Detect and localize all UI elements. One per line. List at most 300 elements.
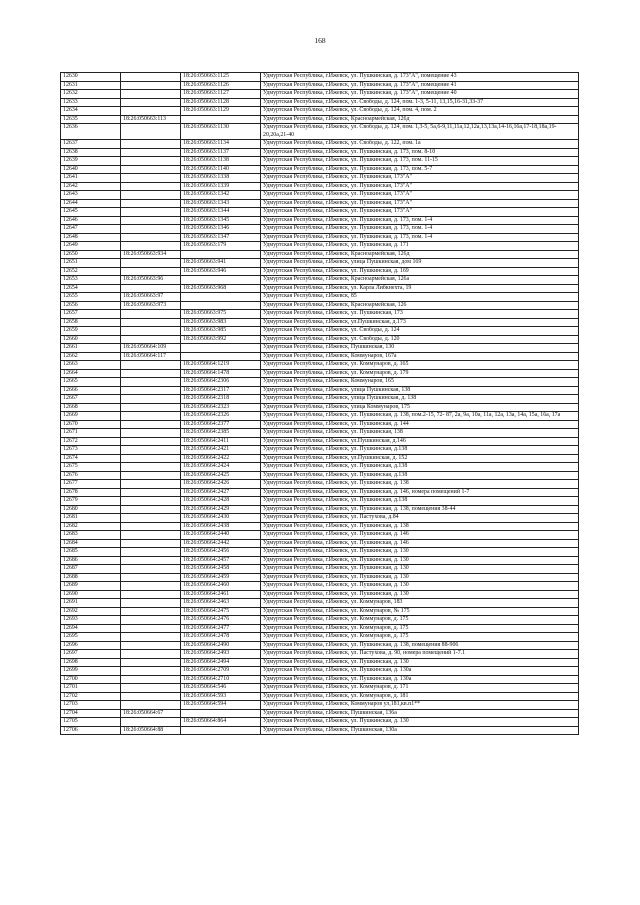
land-plot-number-cell <box>121 327 181 336</box>
address-cell: Удмуртская Республика, г.Ижевск, ул. Пушкинская, д.138 <box>261 446 579 455</box>
table-row <box>61 148 579 157</box>
row-number-cell: 12647 <box>61 225 121 234</box>
address-cell: Удмуртская Республика, г.Ижевск, ул. Пушкинская, д. 138 <box>261 522 579 531</box>
table-row <box>61 344 579 353</box>
object-number-cell: 18:26:050663:1125 <box>181 73 261 82</box>
table-row <box>61 318 579 327</box>
table-row <box>61 531 579 540</box>
address-cell: Удмуртская Республика, г.Ижевск, ул. Коммунаров, д. 175 <box>261 624 579 633</box>
row-number-cell: 12672 <box>61 437 121 446</box>
address-cell: Удмуртская Республика, г.Ижевск, улица Пушкинская, дом 169 <box>261 259 579 268</box>
address-cell: Удмуртская Республика, г.Ижевск, ул. Свободы, д. 122, пом. 1а <box>261 140 579 149</box>
object-number-cell <box>181 293 261 302</box>
row-number-cell: 12681 <box>61 514 121 523</box>
row-number-cell: 12698 <box>61 658 121 667</box>
land-plot-number-cell <box>121 395 181 404</box>
table-row <box>61 335 579 344</box>
land-plot-number-cell: 18:26:050664:67 <box>121 709 181 718</box>
row-number-cell: 12676 <box>61 471 121 480</box>
land-plot-number-cell <box>121 208 181 217</box>
land-plot-number-cell <box>121 565 181 574</box>
address-cell: Удмуртская Республика, г.Ижевск, ул. Пушкинская, д. 173"А", помещение 43 <box>261 73 579 82</box>
row-number-cell: 12700 <box>61 675 121 684</box>
address-cell: Удмуртская Республика, г.Ижевск, улица Пушкинская, д. 138 <box>261 395 579 404</box>
land-plot-number-cell <box>121 539 181 548</box>
land-plot-number-cell <box>121 573 181 582</box>
row-number-cell: 12649 <box>61 242 121 251</box>
row-number-cell: 12667 <box>61 395 121 404</box>
table-row <box>61 616 579 625</box>
land-plot-number-cell <box>121 124 181 140</box>
land-plot-number-cell <box>121 488 181 497</box>
object-number-cell: 18:26:050663:1134 <box>181 140 261 149</box>
address-cell: Удмуртская Республика, г.Ижевск, ул. Коммунаров, д. 179 <box>261 369 579 378</box>
address-cell: Удмуртская Республика, г.Ижевск, ул. Пушкинская, д. 138, помещения 88-906 <box>261 641 579 650</box>
table-row <box>61 633 579 642</box>
object-number-cell <box>181 709 261 718</box>
address-cell: Удмуртская Республика, г.Ижевск, ул. Пушкинская, 173"А" <box>261 182 579 191</box>
address-cell: Удмуртская Республика, г.Ижевск, ул. Пушкинская, д. 146 <box>261 539 579 548</box>
object-number-cell <box>181 344 261 353</box>
object-number-cell: 18:26:050664:2430 <box>181 514 261 523</box>
address-cell: Удмуртская Республика, г.Ижевск, ул. Пушкинская, д. 130 <box>261 582 579 591</box>
table-row <box>61 437 579 446</box>
table-row <box>61 352 579 361</box>
object-number-cell: 18:26:050664:2326 <box>181 412 261 421</box>
address-cell: Удмуртская Республика, г.Ижевск, ул. Пушкинская, д. 138, пом.2-15, 72- 87, 2а, 9а, 10а, 11а, 12а, 13а, 14а, 15а, 16а, 17а <box>261 412 579 421</box>
address-cell: Удмуртская Республика, г.Ижевск, ул. Пушкинская, д. 130 <box>261 590 579 599</box>
object-number-cell <box>181 250 261 259</box>
address-cell: Удмуртская Республика, г.Ижевск, ул. Пушкинская, д. 130 <box>261 556 579 565</box>
land-plot-number-cell <box>121 454 181 463</box>
table-row <box>61 701 579 710</box>
address-cell: Удмуртская Республика, г.Ижевск, ул.Пушкинская, д. 152 <box>261 454 579 463</box>
row-number-cell: 12659 <box>61 327 121 336</box>
table-row <box>61 497 579 506</box>
object-number-cell: 18:26:050664:2426 <box>181 480 261 489</box>
row-number-cell: 12631 <box>61 81 121 90</box>
object-number-cell: 18:26:050663:1343 <box>181 199 261 208</box>
table-row <box>61 548 579 557</box>
address-cell: Удмуртская Республика, г.Ижевск, ул. Пушкинская, д.138 <box>261 463 579 472</box>
row-number-cell: 12675 <box>61 463 121 472</box>
address-cell: Удмуртская Республика, г.Ижевск, Красноармейская, 126д <box>261 250 579 259</box>
land-plot-number-cell <box>121 174 181 183</box>
table-row <box>61 233 579 242</box>
row-number-cell: 12689 <box>61 582 121 591</box>
land-plot-number-cell <box>121 361 181 370</box>
land-plot-number-cell <box>121 556 181 565</box>
row-number-cell: 12679 <box>61 497 121 506</box>
object-number-cell: 18:26:050663:1140 <box>181 165 261 174</box>
table-row <box>61 293 579 302</box>
row-number-cell: 12684 <box>61 539 121 548</box>
row-number-cell: 12683 <box>61 531 121 540</box>
row-number-cell: 12704 <box>61 709 121 718</box>
address-cell: Удмуртская Республика, г.Ижевск, Коммунаров, 167а <box>261 352 579 361</box>
object-number-cell: 18:26:050664:2422 <box>181 454 261 463</box>
address-cell: Удмуртская Республика, г.Ижевск, ул. Пушкинская, д. 130 <box>261 565 579 574</box>
object-number-cell: 18:26:050664:2477 <box>181 624 261 633</box>
land-plot-number-cell <box>121 692 181 701</box>
row-number-cell: 12660 <box>61 335 121 344</box>
table-row <box>61 267 579 276</box>
row-number-cell: 12634 <box>61 107 121 116</box>
address-cell: Удмуртская Республика, г.Ижевск, ул. Пушкинская, д. 130а <box>261 667 579 676</box>
land-plot-number-cell <box>121 590 181 599</box>
address-cell: Удмуртская Республика, г.Ижевск, ул. Пушкинская, д. 173, пом. 1-4 <box>261 225 579 234</box>
table-row <box>61 709 579 718</box>
land-plot-number-cell <box>121 81 181 90</box>
land-plot-number-cell <box>121 191 181 200</box>
row-number-cell: 12638 <box>61 148 121 157</box>
row-number-cell: 12639 <box>61 157 121 166</box>
object-number-cell: 18:26:050664:2493 <box>181 650 261 659</box>
table-row <box>61 590 579 599</box>
address-cell: Удмуртская Республика, г.Ижевск, ул.Пушкинская, д.146 <box>261 437 579 446</box>
address-cell: Удмуртская Республика, г.Ижевск, ул. Пушкинская, д. 130 <box>261 548 579 557</box>
table-row <box>61 242 579 251</box>
address-cell: Удмуртская Республика, г.Ижевск, ул. Пушкинская, д.138 <box>261 471 579 480</box>
object-number-cell: 18:26:050663:983 <box>181 318 261 327</box>
object-number-cell: 18:26:050663:992 <box>181 335 261 344</box>
table-row <box>61 98 579 107</box>
row-number-cell: 12656 <box>61 301 121 310</box>
table-row <box>61 361 579 370</box>
address-cell: Удмуртская Республика, г.Ижевск, ул. Пушкинская, 173 <box>261 310 579 319</box>
object-number-cell: 18:26:050663:968 <box>181 284 261 293</box>
row-number-cell: 12654 <box>61 284 121 293</box>
row-number-cell: 12630 <box>61 73 121 82</box>
table-row <box>61 140 579 149</box>
row-number-cell: 12637 <box>61 140 121 149</box>
address-cell: Удмуртская Республика, г.Ижевск, ул. Пушкинская, д. 144 <box>261 420 579 429</box>
object-number-cell: 18:26:050663:1344 <box>181 208 261 217</box>
object-number-cell: 18:26:050663:1338 <box>181 174 261 183</box>
address-cell: Удмуртская Республика, г.Ижевск, ул. Свободы, д. 124, пом. 1-3, 5-11, 13,15,16-31,33-37 <box>261 98 579 107</box>
row-number-cell: 12692 <box>61 607 121 616</box>
land-plot-number-cell <box>121 216 181 225</box>
row-number-cell: 12688 <box>61 573 121 582</box>
table-row <box>61 718 579 727</box>
address-cell: Удмуртская Республика, г.Ижевск, Красноармейская, 126а <box>261 276 579 285</box>
object-number-cell <box>181 276 261 285</box>
row-number-cell: 12677 <box>61 480 121 489</box>
land-plot-number-cell <box>121 199 181 208</box>
address-cell: Удмуртская Республика, г.Ижевск, ул. Коммунаров, д. 181 <box>261 692 579 701</box>
land-plot-number-cell <box>121 403 181 412</box>
table-row <box>61 684 579 693</box>
object-number-cell <box>181 301 261 310</box>
object-number-cell: 18:26:050664:594 <box>181 701 261 710</box>
object-number-cell: 18:26:050663:1345 <box>181 216 261 225</box>
address-cell: Удмуртская Республика, г.Ижевск, Красноармейская, 126 <box>261 301 579 310</box>
row-number-cell: 12678 <box>61 488 121 497</box>
object-number-cell: 18:26:050663:1346 <box>181 225 261 234</box>
row-number-cell: 12652 <box>61 267 121 276</box>
table-row <box>61 565 579 574</box>
row-number-cell: 12673 <box>61 446 121 455</box>
object-number-cell: 18:26:050664:2427 <box>181 488 261 497</box>
object-number-cell <box>181 352 261 361</box>
address-cell: Удмуртская Республика, г.Ижевск, ул. Свободы, д. 124 <box>261 327 579 336</box>
row-number-cell: 12661 <box>61 344 121 353</box>
land-plot-number-cell: 18:26:050663:96 <box>121 276 181 285</box>
land-plot-number-cell: 18:26:050664:117 <box>121 352 181 361</box>
address-cell: Удмуртская Республика, г.Ижевск, ул. Пушкинская, д.138 <box>261 497 579 506</box>
object-number-cell: 18:26:050663:1339 <box>181 182 261 191</box>
row-number-cell: 12687 <box>61 565 121 574</box>
object-number-cell: 18:26:050664:2318 <box>181 395 261 404</box>
object-number-cell: 18:26:050663:1127 <box>181 90 261 99</box>
table-row <box>61 250 579 259</box>
row-number-cell: 12703 <box>61 701 121 710</box>
object-number-cell: 18:26:050663:1130 <box>181 124 261 140</box>
land-plot-number-cell <box>121 369 181 378</box>
address-cell: Удмуртская Республика, г.Ижевск, ул. Пушкинская, д. 173"А", помещение 40 <box>261 90 579 99</box>
object-number-cell: 18:26:050664:2442 <box>181 539 261 548</box>
land-plot-number-cell <box>121 437 181 446</box>
table-row <box>61 378 579 387</box>
object-number-cell: 18:26:050664:2421 <box>181 446 261 455</box>
address-cell: Удмуртская Республика, г.Ижевск, Коммунаров ул,181,кв.п1** <box>261 701 579 710</box>
table-row <box>61 395 579 404</box>
table-row <box>61 327 579 336</box>
object-number-cell: 18:26:050664:2440 <box>181 531 261 540</box>
address-cell: Удмуртская Республика, г.Ижевск, улица Пушкинская, 138 <box>261 386 579 395</box>
row-number-cell: 12674 <box>61 454 121 463</box>
land-plot-number-cell <box>121 98 181 107</box>
row-number-cell: 12640 <box>61 165 121 174</box>
land-plot-number-cell <box>121 701 181 710</box>
row-number-cell: 12651 <box>61 259 121 268</box>
land-plot-number-cell <box>121 412 181 421</box>
object-number-cell: 18:26:050663:975 <box>181 310 261 319</box>
row-number-cell: 12635 <box>61 115 121 124</box>
land-plot-number-cell <box>121 497 181 506</box>
land-plot-number-cell <box>121 522 181 531</box>
row-number-cell: 12658 <box>61 318 121 327</box>
object-number-cell: 18:26:050664:2377 <box>181 420 261 429</box>
land-plot-number-cell <box>121 182 181 191</box>
address-cell: Удмуртская Республика, г.Ижевск, ул. Коммунаров, д. 175 <box>261 616 579 625</box>
object-number-cell: 18:26:050663:1137 <box>181 148 261 157</box>
address-cell: Удмуртская Республика, г.Ижевск, ул. Пушкинская, д. 173, пом. 5-7 <box>261 165 579 174</box>
row-number-cell: 12685 <box>61 548 121 557</box>
table-row <box>61 369 579 378</box>
table-row <box>61 641 579 650</box>
table-row <box>61 454 579 463</box>
table-row <box>61 90 579 99</box>
land-plot-number-cell: 18:26:050663:973 <box>121 301 181 310</box>
object-number-cell: 18:26:050664:2425 <box>181 471 261 480</box>
address-cell: Удмуртская Республика, г.Ижевск, ул.Пушкинская, д.173 <box>261 318 579 327</box>
table-row <box>61 276 579 285</box>
row-number-cell: 12632 <box>61 90 121 99</box>
land-plot-number-cell <box>121 650 181 659</box>
object-number-cell: 18:26:050664:2463 <box>181 599 261 608</box>
table-row <box>61 301 579 310</box>
address-cell: Удмуртская Республика, г.Ижевск, ул. Пушкинская, д. 173, пом. 8-10 <box>261 148 579 157</box>
table-row <box>61 514 579 523</box>
object-number-cell: 18:26:050664:1478 <box>181 369 261 378</box>
address-cell: Удмуртская Республика, г.Ижевск, ул. Пушкинская, д. 138, помещения 38-44 <box>261 505 579 514</box>
object-number-cell: 18:26:050664:2476 <box>181 616 261 625</box>
object-number-cell: 18:26:050664:2438 <box>181 522 261 531</box>
object-number-cell: 18:26:050664:2458 <box>181 565 261 574</box>
row-number-cell: 12665 <box>61 378 121 387</box>
row-number-cell: 12669 <box>61 412 121 421</box>
land-plot-number-cell <box>121 446 181 455</box>
address-cell: Удмуртская Республика, г.Ижевск, ул. Пушкинская, д. 173, пом. 11-15 <box>261 157 579 166</box>
table-row <box>61 471 579 480</box>
table-row <box>61 124 579 140</box>
address-cell: Удмуртская Республика, г.Ижевск, 85 <box>261 293 579 302</box>
address-cell: Удмуртская Республика, г.Ижевск, ул. Пушкинская, д. 169 <box>261 267 579 276</box>
table-row <box>61 174 579 183</box>
address-cell: Удмуртская Республика, г.Ижевск, ул. Пушкинская, 173"А" <box>261 199 579 208</box>
row-number-cell: 12668 <box>61 403 121 412</box>
table-row <box>61 81 579 90</box>
table-row <box>61 165 579 174</box>
object-number-cell: 18:26:050664:2323 <box>181 403 261 412</box>
row-number-cell: 12697 <box>61 650 121 659</box>
row-number-cell: 12653 <box>61 276 121 285</box>
row-number-cell: 12657 <box>61 310 121 319</box>
land-plot-number-cell <box>121 514 181 523</box>
land-plot-number-cell <box>121 318 181 327</box>
object-number-cell: 18:26:050664:2306 <box>181 378 261 387</box>
address-cell: Удмуртская Республика, г.Ижевск, ул. Пушкинская, д. 173"А", помещение 41 <box>261 81 579 90</box>
row-number-cell: 12650 <box>61 250 121 259</box>
table-row <box>61 429 579 438</box>
land-plot-number-cell <box>121 582 181 591</box>
land-plot-number-cell <box>121 548 181 557</box>
land-plot-number-cell <box>121 667 181 676</box>
table-row <box>61 624 579 633</box>
row-number-cell: 12691 <box>61 599 121 608</box>
row-number-cell: 12663 <box>61 361 121 370</box>
address-cell: Удмуртская Республика, г.Ижевск, ул. Пушкинская, д. 173, пом. 1-4 <box>261 233 579 242</box>
table-row <box>61 191 579 200</box>
table-row <box>61 182 579 191</box>
land-plot-number-cell <box>121 225 181 234</box>
object-number-cell: 18:26:050664:2459 <box>181 573 261 582</box>
address-cell: Удмуртская Республика, г.Ижевск, ул. Пушкинская, д. 130 <box>261 658 579 667</box>
row-number-cell: 12701 <box>61 684 121 693</box>
land-plot-number-cell <box>121 684 181 693</box>
address-cell: Удмуртская Республика, г.Ижевск, ул. Коммунаров, д. 171 <box>261 684 579 693</box>
object-number-cell: 18:26:050663:1129 <box>181 107 261 116</box>
address-cell: Удмуртская Республика, г.Ижевск, ул. Пушкинская, 138 <box>261 429 579 438</box>
row-number-cell: 12696 <box>61 641 121 650</box>
row-number-cell: 12706 <box>61 726 121 735</box>
land-plot-number-cell <box>121 599 181 608</box>
row-number-cell: 12694 <box>61 624 121 633</box>
land-plot-number-cell <box>121 90 181 99</box>
table-row <box>61 208 579 217</box>
row-number-cell: 12633 <box>61 98 121 107</box>
object-number-cell: 18:26:050664:546 <box>181 684 261 693</box>
table-row <box>61 310 579 319</box>
address-cell: Удмуртская Республика, г.Ижевск, ул. Свободы, д. 124, пом. 4, пом. 2 <box>261 107 579 116</box>
land-plot-number-cell: 18:26:050663:113 <box>121 115 181 124</box>
address-cell: Удмуртская Республика, г.Ижевск, ул. Пушкинская, д. 171 <box>261 242 579 251</box>
table-row <box>61 582 579 591</box>
object-number-cell: 18:26:050664:2385 <box>181 429 261 438</box>
land-plot-number-cell: 18:26:050663:934 <box>121 250 181 259</box>
table-body <box>61 73 579 735</box>
land-plot-number-cell <box>121 624 181 633</box>
land-plot-number-cell <box>121 148 181 157</box>
object-number-cell: 18:26:050663:1347 <box>181 233 261 242</box>
object-number-cell: 18:26:050664:593 <box>181 692 261 701</box>
table-row <box>61 403 579 412</box>
address-cell: Удмуртская Республика, г.Ижевск, ул. Пастухова, д. 90, номера помещений 1-7.1 <box>261 650 579 659</box>
row-number-cell: 12695 <box>61 633 121 642</box>
object-number-cell: 18:26:050663:1138 <box>181 157 261 166</box>
land-plot-number-cell <box>121 310 181 319</box>
object-number-cell: 18:26:050664:2429 <box>181 505 261 514</box>
land-plot-number-cell: 18:26:050664:109 <box>121 344 181 353</box>
table-row <box>61 199 579 208</box>
land-plot-number-cell <box>121 607 181 616</box>
object-number-cell: 18:26:050663:1342 <box>181 191 261 200</box>
table-row <box>61 658 579 667</box>
land-plot-number-cell <box>121 267 181 276</box>
land-plot-number-cell <box>121 242 181 251</box>
address-cell: Удмуртская Республика, г.Ижевск, ул. Свободы, д. 120 <box>261 335 579 344</box>
object-number-cell: 18:26:050663:941 <box>181 259 261 268</box>
table-row <box>61 599 579 608</box>
address-cell: Удмуртская Республика, г.Ижевск, ул. Свободы, д. 124, пом. 1,3-5, 5а,6-9,11,11а,12,12а,13,13а,14-16,16а,17-18,18а,19-20,20а,21-40 <box>261 124 579 140</box>
object-number-cell: 18:26:050664:864 <box>181 718 261 727</box>
address-cell: Удмуртская Республика, г.Ижевск, ул. Пушкинская, д. 130а <box>261 675 579 684</box>
table-row <box>61 216 579 225</box>
row-number-cell: 12648 <box>61 233 121 242</box>
address-cell: Удмуртская Республика, г.Ижевск, ул. Коммунаров, д. 175 <box>261 633 579 642</box>
row-number-cell: 12643 <box>61 191 121 200</box>
address-cell: Удмуртская Республика, г.Ижевск, Красноармейская, 126д <box>261 115 579 124</box>
land-plot-number-cell <box>121 140 181 149</box>
row-number-cell: 12670 <box>61 420 121 429</box>
row-number-cell: 12646 <box>61 216 121 225</box>
object-number-cell: 18:26:050664:2411 <box>181 437 261 446</box>
address-cell: Удмуртская Республика, г.Ижевск, ул. Пушкинская, д. 146, номера помещений 1-7 <box>261 488 579 497</box>
page-number: 168 <box>314 36 326 45</box>
land-plot-number-cell <box>121 284 181 293</box>
object-number-cell: 18:26:050664:2475 <box>181 607 261 616</box>
table-row <box>61 73 579 82</box>
address-cell: Удмуртская Республика, г.Ижевск, Пушкинская, 136а <box>261 709 579 718</box>
table-row <box>61 480 579 489</box>
object-number-cell: 18:26:050664:2709 <box>181 667 261 676</box>
land-plot-number-cell <box>121 107 181 116</box>
table-row <box>61 667 579 676</box>
row-number-cell: 12636 <box>61 124 121 140</box>
land-plot-number-cell <box>121 165 181 174</box>
object-number-cell: 18:26:050663:1128 <box>181 98 261 107</box>
table-row <box>61 726 579 735</box>
table-row <box>61 420 579 429</box>
address-cell: Удмуртская Республика, г.Ижевск, улица Коммунаров, 175 <box>261 403 579 412</box>
land-plot-number-cell <box>121 471 181 480</box>
table-row <box>61 505 579 514</box>
land-plot-number-cell <box>121 675 181 684</box>
land-plot-number-cell <box>121 386 181 395</box>
table-row <box>61 284 579 293</box>
address-cell: Удмуртская Республика, г.Ижевск, Пушкинская, 130а <box>261 726 579 735</box>
